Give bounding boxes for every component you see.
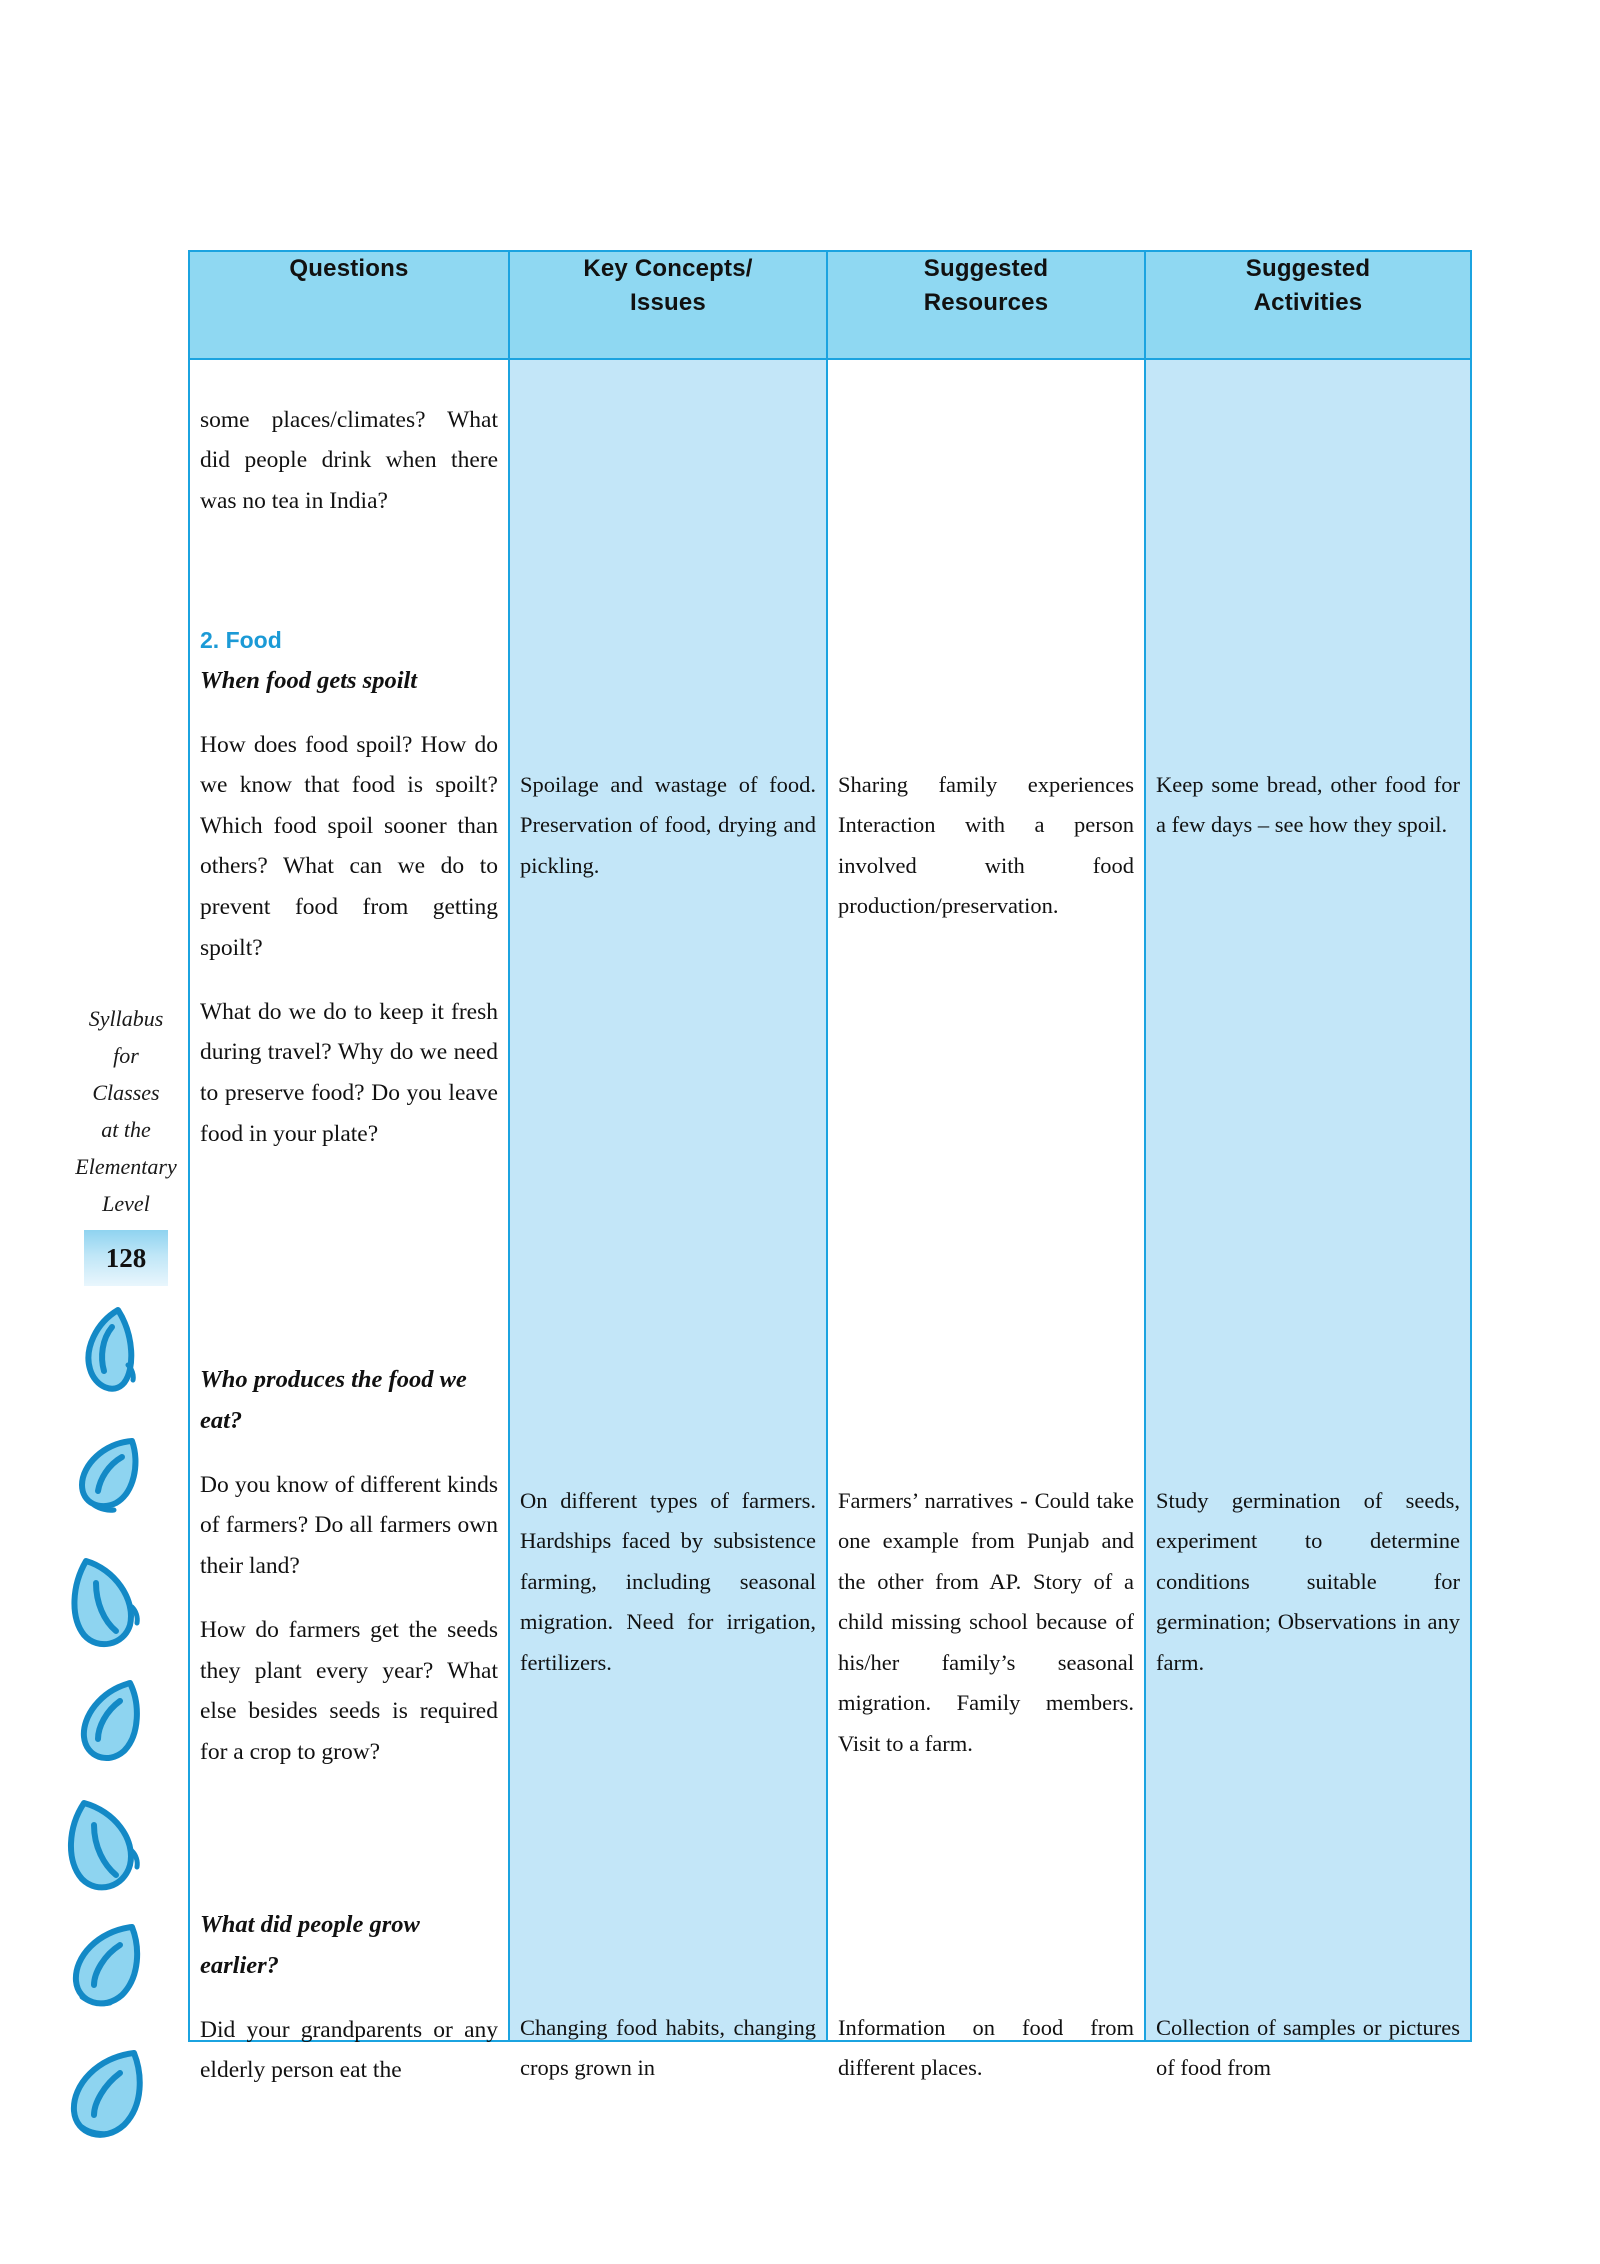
leaf-icon (64, 2043, 150, 2147)
suggested-resources-row1: Sharing family experiences Interaction with a person involved with food production/preservation. (838, 771, 1134, 919)
suggested-activities-row1: Keep some bread, other food for a few days – see how they spoil. (1156, 771, 1460, 838)
subheading-who-produces-food: Who produces the food we eat? (200, 1366, 467, 1434)
questions-continued-text: some places/climates? What did people drink when there was no tea in India? (200, 406, 498, 514)
cell-questions (189, 359, 509, 2084)
margin-line-3: Classes (92, 1080, 160, 1105)
table-body (189, 359, 1471, 2084)
margin-sidebar (60, 1000, 192, 1286)
table-header-row (189, 251, 1471, 359)
questions-topic1-body: How does food spoil? How do we know that food is spoilt? Which food spoil sooner than others? What can we do to prevent food from getting spoilt? (200, 731, 498, 961)
leaf-icon (74, 1433, 144, 1517)
key-concepts-row2: On different types of farmers. Hardships faced by subsistence farming, including seasonal migration. Need for irrigation, fertilizers. (520, 1487, 816, 1675)
header-line-1: Suggested (1245, 255, 1371, 282)
key-concepts-row3: Changing food habits, changing crops grown in (520, 2014, 816, 2081)
suggested-activities-row2: Study germination of seeds, experiment to determine conditions suitable for germination; Observations in any farm. (1156, 1487, 1460, 1675)
leaf-icon (62, 1795, 142, 1895)
header-line-2: Issues (630, 289, 706, 316)
margin-line-4: at the (101, 1117, 151, 1142)
header-line-1: Key Concepts/ (583, 255, 753, 282)
header-line-1: Questions (289, 255, 409, 282)
leaf-icon (74, 1677, 146, 1769)
margin-line-5: Elementary (75, 1154, 177, 1179)
suggested-resources-row2: Farmers’ narratives - Could take one example from Punjab and the other from AP. Story of a child missing school because of his/her family’s seasonal migration. Family members. Visit to a farm. (838, 1487, 1134, 1757)
header-line-1: Suggested (923, 255, 1049, 282)
column-header-suggested-resources (827, 251, 1145, 359)
margin-line-1: Syllabus (88, 1006, 164, 1031)
leaf-icon (66, 1919, 146, 2015)
cell-key-concepts (509, 359, 827, 2081)
margin-line-2: for (113, 1043, 139, 1068)
leaf-icon (78, 1305, 140, 1397)
leaf-icon (66, 1555, 142, 1653)
table-row (189, 359, 1471, 2041)
page-number-label: 128 (105, 1242, 147, 1273)
questions-topic3-body: Did your grandparents or any elderly person eat the (200, 2016, 498, 2084)
column-header-suggested-activities (1145, 251, 1471, 359)
questions-topic2-body2: How do farmers get the seeds they plant every year? What else besides seeds is required for a crop to grow? (200, 1616, 498, 1765)
key-concepts-row1: Spoilage and wastage of food. Preservation of food, drying and pickling. (520, 771, 816, 878)
questions-topic2-body: Do you know of different kinds of farmers? Do all farmers own their land? (200, 1471, 498, 1579)
syllabus-table (188, 250, 1472, 2084)
margin-line-6: Level (102, 1191, 150, 1216)
suggested-activities-row3: Collection of samples or pictures of food from (1156, 2014, 1460, 2081)
header-line-2: Activities (1253, 289, 1363, 316)
leaf-decoration-group (60, 1305, 200, 2165)
column-header-questions (189, 251, 509, 359)
suggested-resources-row3: Information on food from different places. (838, 2014, 1134, 2081)
subheading-when-food-gets-spoilt: When food gets spoilt (200, 666, 418, 694)
section-label-food: 2. Food (200, 627, 282, 653)
header-line-2: Resources (923, 289, 1049, 316)
cell-suggested-activities (1145, 359, 1471, 2081)
subheading-what-did-people-grow: What did people grow earlier? (200, 1911, 420, 1979)
page-number-badge (84, 1230, 168, 1286)
cell-suggested-resources (827, 359, 1145, 2081)
column-header-key-concepts (509, 251, 827, 359)
questions-topic1-body2: What do we do to keep it fresh during travel? Why do we need to preserve food? Do you leave food in your plate? (200, 998, 498, 1147)
